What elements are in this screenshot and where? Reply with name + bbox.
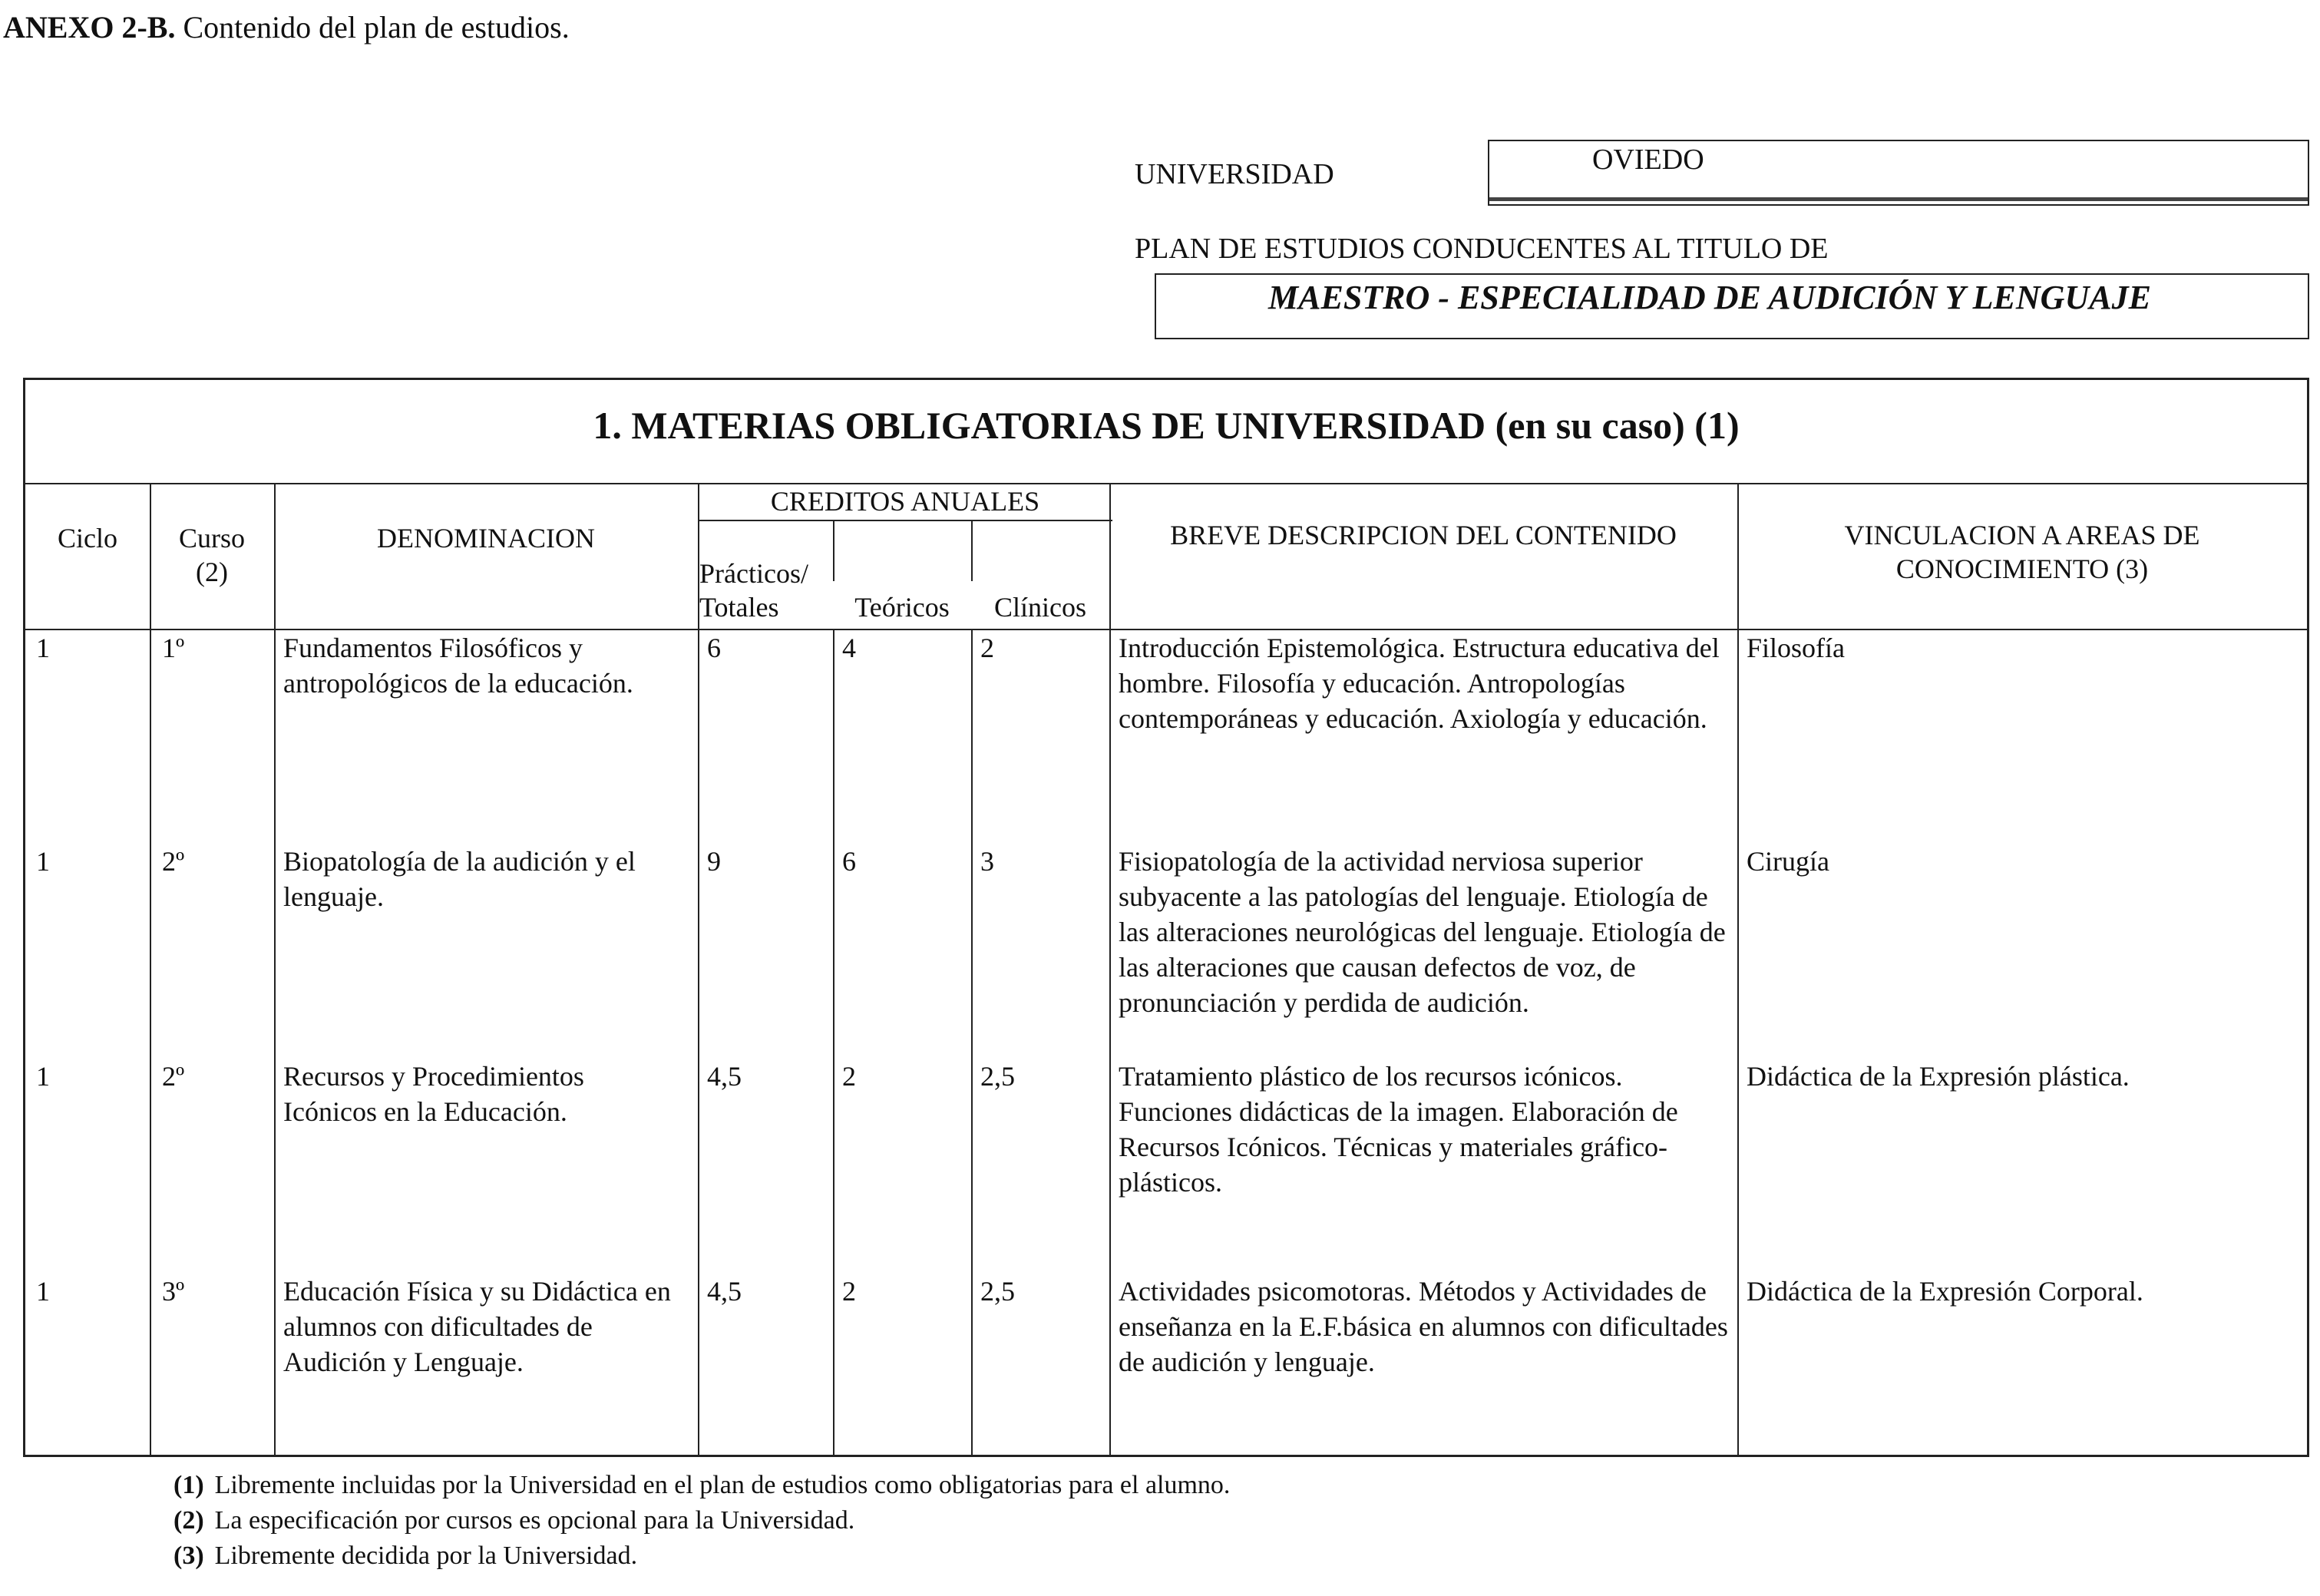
- header-vinculacion: VINCULACION A AREAS DE: [1844, 520, 2200, 550]
- cell-vinculacion: Cirugía: [1747, 846, 1829, 877]
- university-label: UNIVERSIDAD: [1135, 158, 1334, 190]
- cell-clinicos: 2: [980, 633, 994, 663]
- cell-teoricos: 2: [842, 1061, 856, 1092]
- cell-descripcion: Tratamiento plástico de los recursos icónicos. Funciones didácticas de la imagen. Elaboración de Recursos Icónicos. Técnicas y materiales gráfico-plásticos.: [1119, 1061, 1678, 1198]
- col-divider-clinicos: [1109, 483, 1111, 1455]
- header-denominacion: DENOMINACION: [377, 523, 595, 553]
- title-divider: [25, 483, 2307, 484]
- cell-descripcion: Actividades psicomotoras. Métodos y Actividades de enseñanza en la E.F.básica en alumnos con dificultades de audición y lenguaje.: [1119, 1276, 1728, 1377]
- cell-ciclo: 1: [36, 633, 50, 663]
- col-divider-teoricos-top: [971, 520, 973, 581]
- footnote-text: La especificación por cursos es opcional para la Universidad.: [214, 1506, 855, 1535]
- cell-clinicos: 3: [980, 846, 994, 877]
- degree-title-box: [1155, 273, 2309, 339]
- cell-denominacion: Recursos y Procedimientos Icónicos en la Educación.: [283, 1061, 584, 1127]
- table-title: 1. MATERIAS OBLIGATORIAS DE UNIVERSIDAD (en su caso) (1): [593, 404, 1740, 447]
- footnote: [174, 1541, 637, 1571]
- cell-denominacion: Fundamentos Filosóficos y antropológicos de la educación.: [283, 633, 633, 699]
- cell-ciclo: 1: [36, 846, 50, 877]
- cell-denominacion: Educación Física y su Didáctica en alumnos con dificultades de Audición y Lenguaje.: [283, 1276, 671, 1377]
- cell-totales: 9: [707, 846, 721, 877]
- cell-curso: 2º: [162, 1061, 185, 1092]
- header-curso-note: (2): [196, 557, 228, 587]
- creditos-divider: [698, 520, 1112, 521]
- cell-curso: 3º: [162, 1276, 185, 1307]
- col-divider-teoricos: [971, 629, 973, 1455]
- annex-label: ANEXO 2-B.: [3, 10, 176, 45]
- cell-descripcion: Introducción Epistemológica. Estructura educativa del hombre. Filosofía y educación. Antropologías contemporáneas y educación. Axiología y educación.: [1119, 633, 1720, 734]
- footnote-mark: (3): [174, 1541, 204, 1570]
- header-ciclo: Ciclo: [58, 523, 117, 553]
- university-box: [1488, 140, 2309, 206]
- header-vinculacion-2: CONOCIMIENTO (3): [1895, 553, 2149, 584]
- degree-title: MAESTRO - ESPECIALIDAD DE AUDICIÓN Y LENGUAJE: [1268, 279, 2151, 316]
- cell-totales: 6: [707, 633, 721, 663]
- footnote-text: Libremente decidida por la Universidad.: [214, 1541, 638, 1570]
- cell-denominacion: Biopatología de la audición y el lenguaje.: [283, 846, 636, 912]
- cell-vinculacion: Didáctica de la Expresión plástica.: [1747, 1061, 2130, 1092]
- col-divider-ciclo: [150, 483, 151, 1455]
- cell-teoricos: 2: [842, 1276, 856, 1307]
- footnote: [174, 1471, 1230, 1500]
- header-practicos: Prácticos/: [699, 558, 808, 589]
- cell-clinicos: 2,5: [980, 1276, 1015, 1307]
- cell-descripcion: Fisiopatología de la actividad nerviosa superior subyacente a las patologías del lenguaje. Etiología de las alteraciones neurológicas del lenguaje. Etiología de las alteraciones que causan defectos de voz, de pronunciación y perdida de audición.: [1119, 846, 1726, 1018]
- cell-ciclo: 1: [36, 1276, 50, 1307]
- col-divider-curso: [274, 483, 276, 1455]
- cell-totales: 4,5: [707, 1061, 742, 1092]
- footnote-mark: (2): [174, 1506, 204, 1535]
- header-descripcion: BREVE DESCRIPCION DEL CONTENIDO: [1170, 520, 1677, 550]
- university-underline: [1489, 197, 2308, 201]
- footnote-text: Libremente incluidas por la Universidad en el plan de estudios como obligatorias para el alumno.: [214, 1471, 1231, 1499]
- plan-label: PLAN DE ESTUDIOS CONDUCENTES AL TITULO DE: [1135, 233, 1829, 265]
- subjects-table: [23, 378, 2309, 1457]
- cell-vinculacion: Didáctica de la Expresión Corporal.: [1747, 1276, 2143, 1307]
- col-divider-practicos: [833, 629, 834, 1455]
- col-divider-denominacion: [698, 483, 699, 1455]
- cell-vinculacion: Filosofía: [1747, 633, 1846, 663]
- cell-totales: 4,5: [707, 1276, 742, 1307]
- cell-curso: 2º: [162, 846, 185, 877]
- footnote-mark: (1): [174, 1471, 204, 1499]
- header-creditos-anuales: CREDITOS ANUALES: [770, 486, 1040, 517]
- cell-teoricos: 6: [842, 846, 856, 877]
- cell-clinicos: 2,5: [980, 1061, 1015, 1092]
- cell-teoricos: 4: [842, 633, 856, 663]
- header-teoricos: Teóricos: [854, 592, 950, 623]
- header-totales: Totales: [699, 592, 779, 623]
- footnote: [174, 1506, 854, 1535]
- cell-curso: 1º: [162, 633, 185, 663]
- university-value: OVIEDO: [1592, 144, 1704, 176]
- col-divider-descripcion: [1737, 483, 1739, 1455]
- header-clinicos: Clínicos: [993, 592, 1086, 623]
- annex-description: Contenido del plan de estudios.: [183, 10, 570, 45]
- header-curso: Curso: [178, 523, 245, 553]
- annex-heading: [3, 9, 570, 45]
- cell-ciclo: 1: [36, 1061, 50, 1092]
